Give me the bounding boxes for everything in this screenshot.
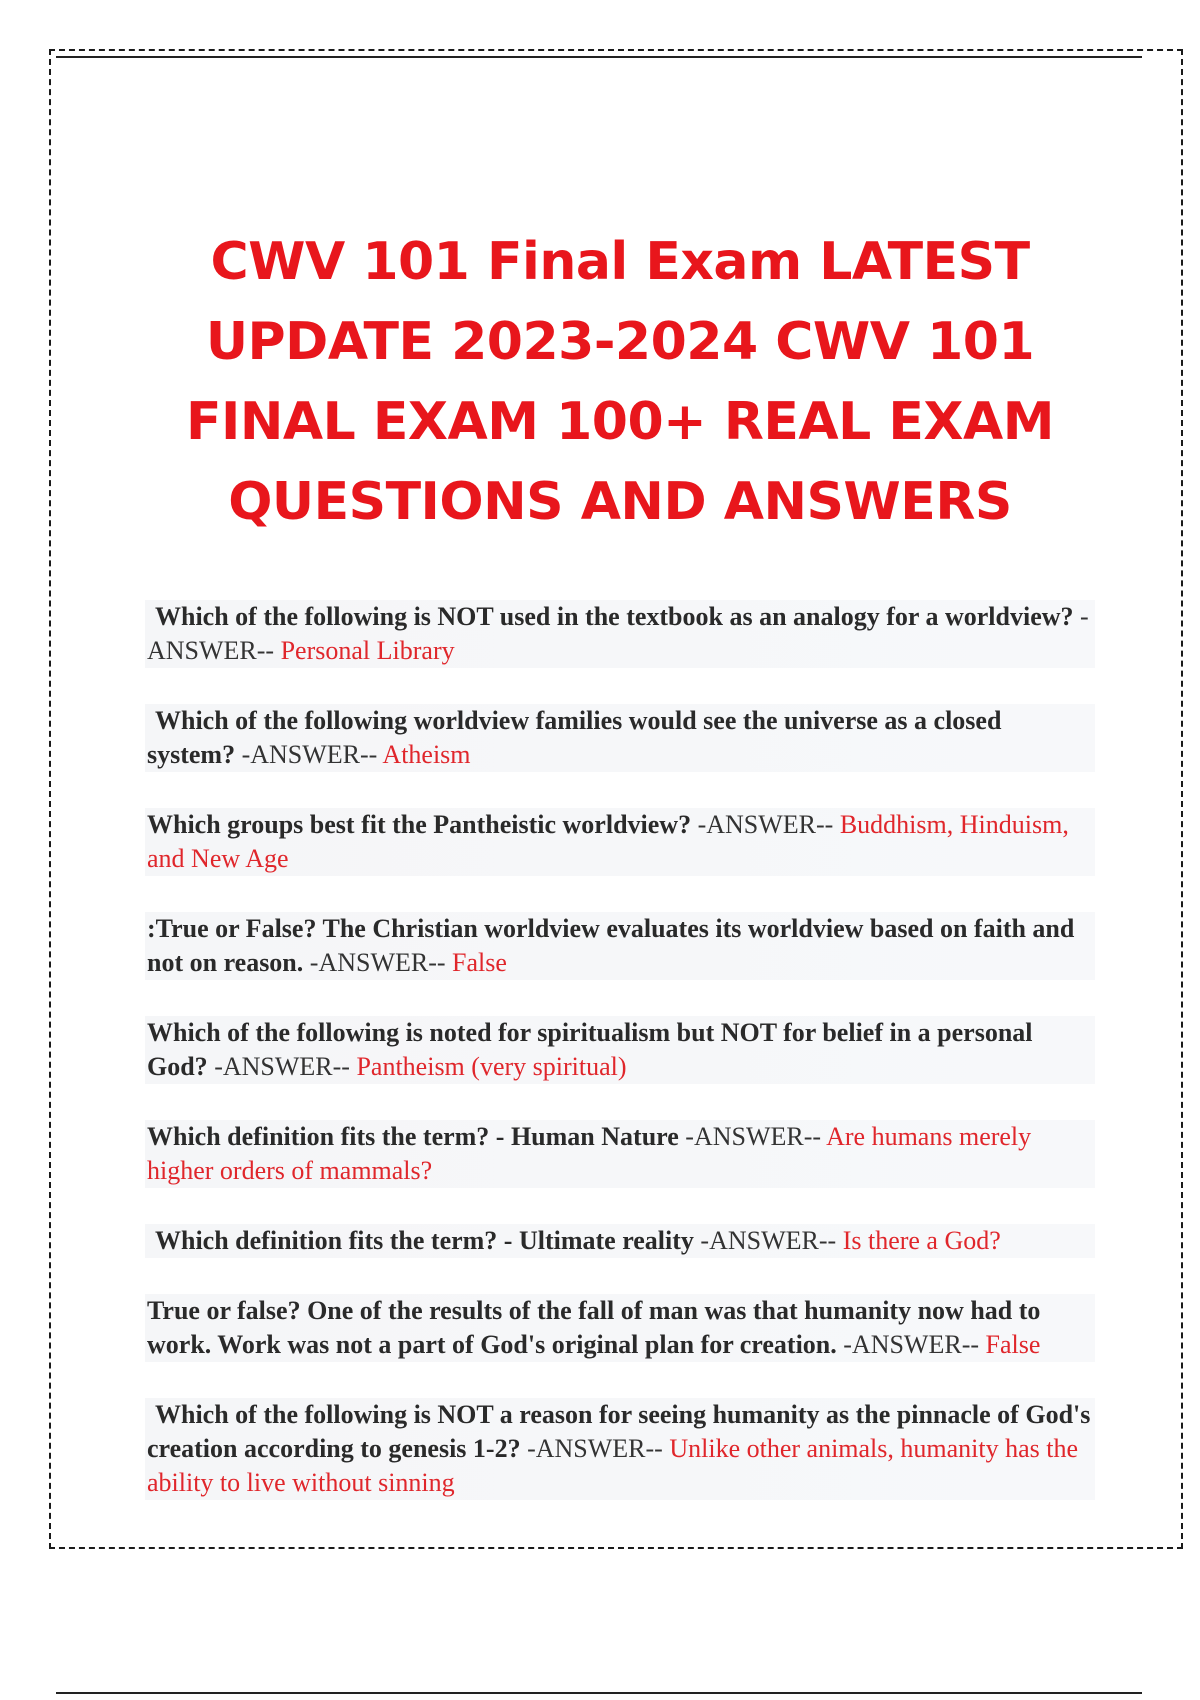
answer-separator: -ANSWER-- (235, 740, 383, 769)
title-line: UPDATE 2023-2024 CWV 101 (205, 312, 1035, 372)
answer-text: Is there a God? (842, 1226, 1001, 1255)
question-text: :True or False? The Christian worldview evaluates its worldview based on faith and not on reason. (147, 914, 1075, 977)
answer-separator: -ANSWER-- (303, 948, 453, 977)
qa-item (145, 1016, 1095, 1084)
qa-item (145, 704, 1095, 772)
answer-text: False (985, 1330, 1041, 1359)
answer-separator: -ANSWER-- (520, 1434, 670, 1463)
question-answer-list (145, 600, 1095, 1536)
qa-item (145, 808, 1095, 876)
answer-separator: -ANSWER-- (147, 602, 1089, 665)
question-text: Which groups best fit the Pantheistic worldview? (147, 810, 692, 839)
qa-item (145, 600, 1095, 668)
answer-text: Personal Library (280, 636, 455, 665)
question-text: Which of the following worldview families would see the universe as a closed system? (147, 706, 1002, 769)
bottom-rule (56, 1692, 1142, 1694)
question-text: Which of the following is NOT a reason for seeing humanity as the pinnacle of God's creation according to genesis 1-2? (147, 1400, 1091, 1463)
title-line: FINAL EXAM 100+ REAL EXAM (186, 392, 1054, 452)
question-text: Which of the following is noted for spiritualism but NOT for belief in a personal God? (147, 1018, 1033, 1081)
answer-separator: -ANSWER-- (207, 1052, 357, 1081)
qa-item (145, 1120, 1095, 1188)
answer-text: False (452, 948, 507, 977)
question-text: Which definition fits the term? - Ultimate reality (155, 1226, 694, 1255)
answer-separator: -ANSWER-- (693, 1226, 843, 1255)
top-rule (56, 56, 1142, 58)
title-line: QUESTIONS AND ANSWERS (228, 472, 1012, 532)
qa-item (145, 1224, 1095, 1258)
answer-separator: -ANSWER-- (691, 810, 840, 839)
document-title (100, 222, 1140, 542)
question-text: Which definition fits the term? - Human Nature (147, 1122, 679, 1151)
answer-text: Pantheism (very spiritual) (356, 1052, 627, 1081)
answer-text: Atheism (382, 740, 471, 769)
qa-item (145, 1294, 1095, 1362)
answer-separator: -ANSWER-- (678, 1122, 827, 1151)
answer-text: Buddhism, Hinduism, and New Age (147, 810, 1069, 873)
answer-text: Are humans merely higher orders of mammals? (147, 1122, 1032, 1185)
qa-item (145, 912, 1095, 980)
title-line: CWV 101 Final Exam LATEST (210, 232, 1030, 292)
qa-item (145, 1398, 1095, 1500)
answer-separator: -ANSWER-- (836, 1330, 986, 1359)
question-text: True or false? One of the results of the fall of man was that humanity now had to work. Work was not a part of God's original plan for creation. (147, 1296, 1041, 1359)
answer-text: Unlike other animals, humanity has the ability to live without sinning (147, 1434, 1079, 1497)
question-text: Which of the following is NOT used in the textbook as an analogy for a worldview? (155, 602, 1074, 631)
